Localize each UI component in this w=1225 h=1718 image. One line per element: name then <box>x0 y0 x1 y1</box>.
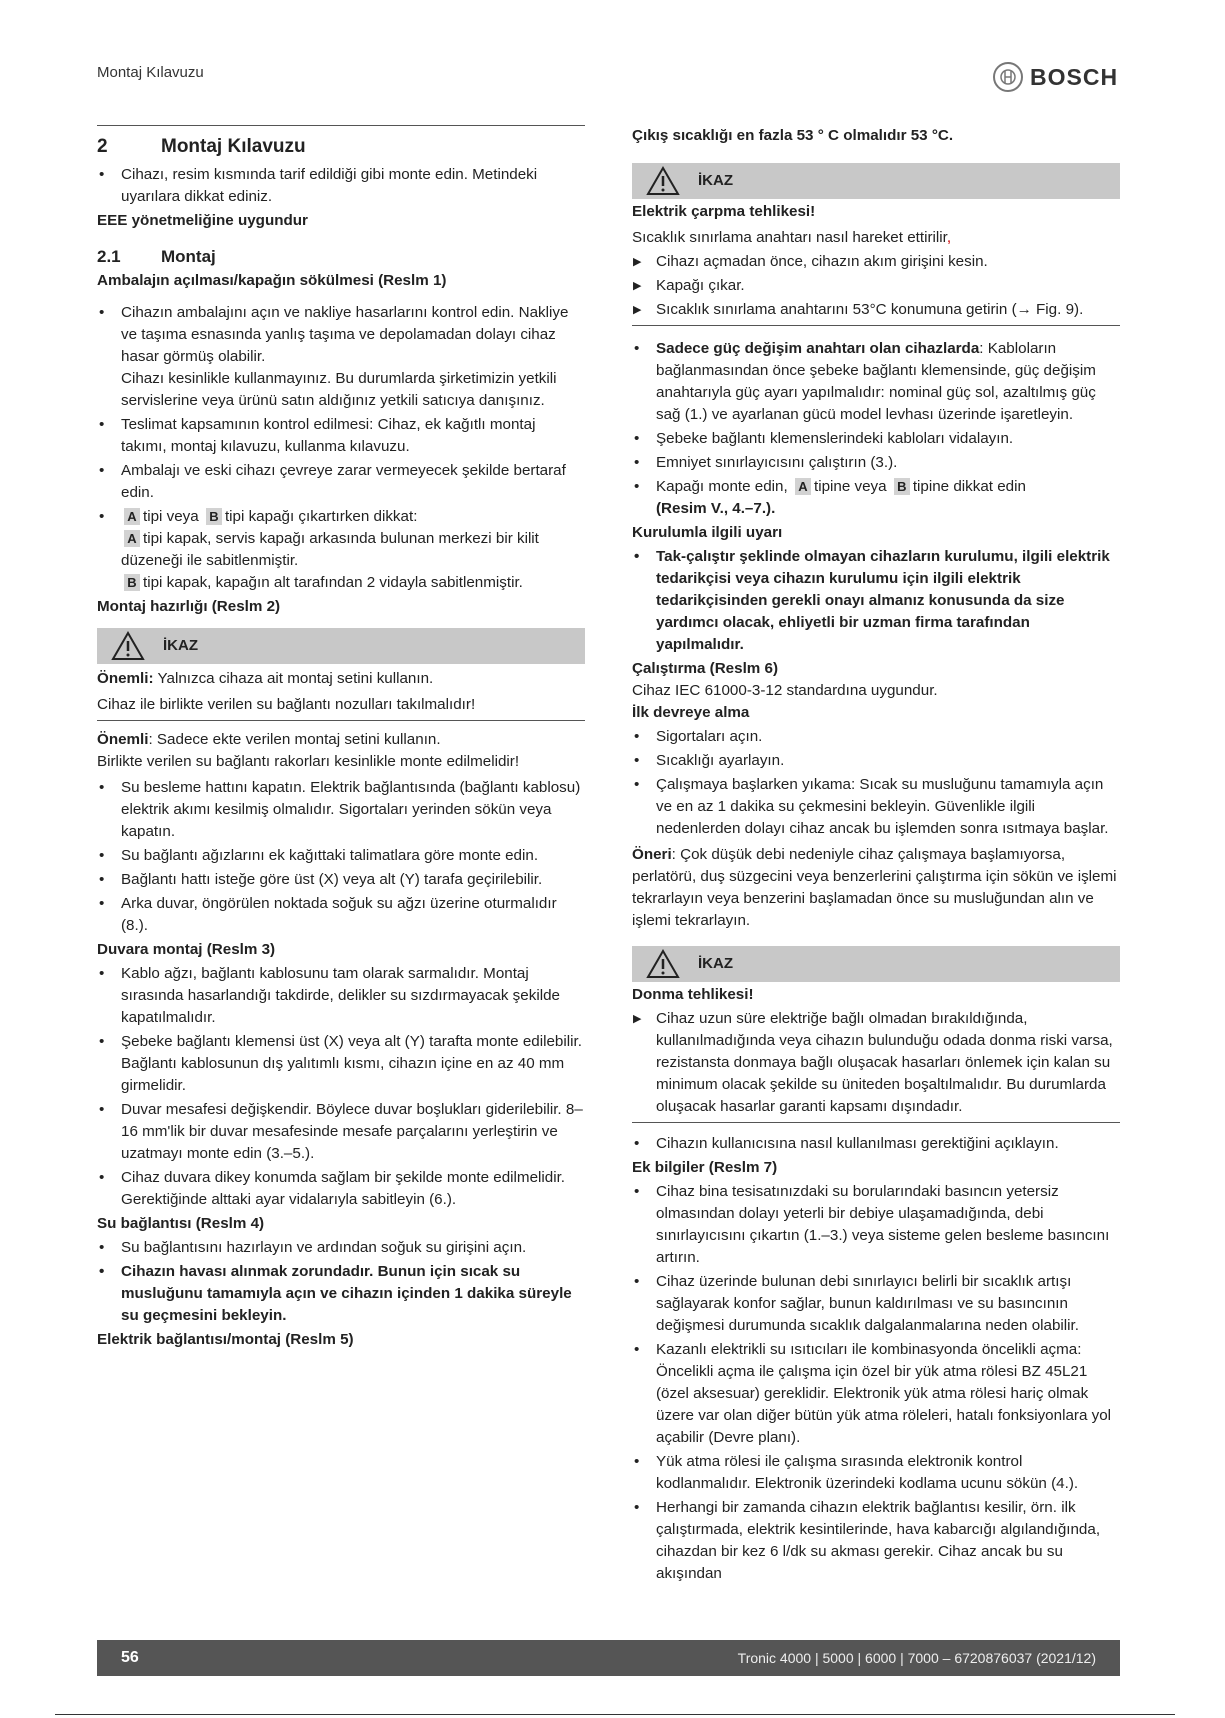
item-text: Sıcaklık sınırlama anahtarı nasıl hareket ettirilir <box>632 229 947 246</box>
type-b-badge: B <box>206 508 222 525</box>
subsection-number: 2.1 <box>97 247 121 266</box>
item-text: (Resim V., 4.–7.). <box>656 500 776 517</box>
bold-label: Öneri <box>632 846 672 863</box>
item-text: tipi kapak, kapağın alt tarafından 2 vidayla sabitlenmiştir. <box>143 574 523 591</box>
list-item: • Teslimat kapsamının kontrol edilmesi: Cihaz, ek kağıtlı montaj takımı, montaj kılavuzu, kullanma kılavuzu. <box>97 414 585 458</box>
subsection-title: Montaj <box>161 247 216 266</box>
list-item: • Su bağlantı ağızlarını ek kağıttaki talimatlara göre monte edin. <box>97 845 585 867</box>
brand-wordmark: BOSCH <box>1030 63 1119 90</box>
heading-kurulum: Kurulumla ilgili uyarı <box>632 524 783 541</box>
section-number: 2 <box>97 136 108 157</box>
item-text: : Kabloların bağlanmasından önce şebeke bağlantı klemensinde, güç değişim anahtarıyla güç ayarı yapılmalıdır: nominal güç sol, azaltılmış güç sağ (1.) ve ayarlanan gücü model levhası üzerinde işaretleyin. <box>656 340 1096 423</box>
bosch-armature-icon <box>993 62 1023 92</box>
right-column <box>632 125 1120 1587</box>
note-text: Birlikte verilen su bağlantı rakorları kesinlikle monte edilmelidir! <box>97 753 520 770</box>
eee-note: EEE yönetmeliğine uygundur <box>97 212 308 229</box>
list-item: • Su besleme hattını kapatın. Elektrik bağlantısında (bağlantı kablosu) elektrik akımı kesilmiş olmalıdır. Sigortaları yerinden sökün veya kapatın. <box>97 777 585 843</box>
list-item: • Herhangi bir zamanda cihazın elektrik bağlantısı kesilir, örn. ilk çalıştırmada, elektrik kesintilerinde, hava kabarcığı algılandığında, cihazdan bir kez 6 l/dk su akması gerekir. Cihaz ancak bu su akışından <box>632 1497 1120 1585</box>
step-item: ▶ Cihazı açmadan önce, cihazın akım girişini kesin. <box>632 251 1120 273</box>
warning-label: İKAZ <box>698 955 733 972</box>
list-item: • Cihaz duvara dikey konumda sağlam bir şekilde monte edilmelidir. Gerektiğinde alttaki ayar vidalarıyla sabitleyin (6.). <box>97 1167 585 1211</box>
item-text: tipi kapak, servis kapağı arkasında bulunan merkezi bir kilit düzeneği ile sabitlenmiştir. <box>121 530 539 569</box>
heading-ek: Ek bilgiler (Reslm 7) <box>632 1159 778 1176</box>
footer-doc-id: Tronic 4000 | 5000 | 6000 | 7000 – 6720876037 (2021/12) <box>737 1650 1096 1666</box>
list-item: • Şebeke bağlantı klemenslerindeki kabloları vidalayın. <box>632 428 1120 450</box>
running-header: Montaj Kılavuzu <box>97 64 204 81</box>
list-item: • Ambalajı ve eski cihazı çevreye zarar vermeyecek şekilde bertaraf edin. <box>97 460 585 504</box>
bosch-logo <box>993 62 1118 92</box>
warning-banner <box>632 946 1120 982</box>
page-footer <box>97 1640 1120 1676</box>
list-item: • Şebeke bağlantı klemensi üst (X) veya alt (Y) tarafta monte edilebilir. Bağlantı kablosunun dış yalıtımlı kısmı, cihazın içine en az 40 mm girmelidir. <box>97 1031 585 1097</box>
list-item <box>632 476 1120 520</box>
type-b-badge: B <box>894 478 910 495</box>
bold-label: Sadece güç değişim anahtarı olan cihazlarda <box>656 340 980 357</box>
item-text: tipi kapağı çıkartırken dikkat: <box>224 508 418 525</box>
item-text: : Çok düşük debi nedeniyle cihaz çalışmaya başlamıyorsa, perlatörü, duş süzgecini veya benzerlerini çalıştırma için sökün ve işlemi tekrarlayın veya benzerini başlamadan önce su musluğundan alın ve işlemi tekrarlayın. <box>632 846 1117 929</box>
list-item: • Cihazın havası alınmak zorundadır. Bunun için sıcak su musluğunu tamamıyla açın ve cihazın içinden 1 dakika süreyle su geçmesini bekleyin. <box>97 1261 585 1327</box>
divider <box>97 125 585 126</box>
warning-triangle-icon <box>111 631 145 661</box>
bottom-edge-line <box>55 1714 1175 1715</box>
warning-intro <box>632 227 1120 249</box>
item-text: Cihazı kesinlikle kullanmayınız. Bu durumlarda şirketimizin yetkili servislerine veya ürünü satın aldığınız yetkili satıcıya danışınız. <box>121 370 557 409</box>
list-item: • Arka duvar, öngörülen noktada soğuk su ağzı üzerine oturmalıdır (8.). <box>97 893 585 937</box>
heading-ilk: İlk devreye alma <box>632 704 750 721</box>
list-item: • Bağlantı hattı isteğe göre üst (X) veya alt (Y) tarafa geçirilebilir. <box>97 869 585 891</box>
warning-triangle-icon <box>646 949 680 979</box>
heading-calistirma: Çalıştırma (Reslm 6) <box>632 660 779 677</box>
item-text: , <box>946 229 952 246</box>
item-text: tipi veya <box>143 508 199 525</box>
list-item: • Sıcaklığı ayarlayın. <box>632 750 1120 772</box>
item-text: tipine dikkat edin <box>912 478 1026 495</box>
warning-banner <box>632 163 1120 199</box>
item-text: tipine veya <box>813 478 887 495</box>
bold-label: Önemli <box>97 731 149 748</box>
warning-label: İKAZ <box>163 637 198 654</box>
outlet-temp-note: Çıkış sıcaklığı en fazla 53 ° C olmalıdır 53 °C. <box>632 127 954 144</box>
list-item <box>632 338 1120 426</box>
warning-text: Cihaz ile birlikte verilen su bağlantı nozulları takılmalıdır! <box>97 696 476 713</box>
list-item: • Cihazı, resim kısmında tarif edildiği gibi monte edin. Metindeki uyarılara dikkat ediniz. <box>97 164 585 208</box>
step-item: ▶ Cihaz uzun süre elektriğe bağlı olmadan bırakıldığında, kullanılmadığında veya cihazın bulunduğu odada donma riski varsa, rezistansta donmaya bağlı oluşacak hasarları önlemek için kalan su minimum olacak şekilde su üniteden boşaltılmalıdır. Bu durumlarda oluşacak hasarlar garanti kapsamı dışındadır. <box>632 1008 1120 1118</box>
list-item: • Kazanlı elektrikli su ısıtıcıları ile kombinasyonda öncelikli açma: Öncelikli açma ile çalışma için özel bir yük atma rölesi BZ 45L21 (özel aksesuar) gereklidir. Elektronik yük atma rölesi hariç olmak üzere var olan diğer bütün yük atma röleleri, hatalı fonksiyonlara yol açabilir (Devre planı). <box>632 1339 1120 1449</box>
section-title: Montaj Kılavuzu <box>161 136 306 157</box>
warning-heading: Elektrik çarpma tehlikesi! <box>632 203 816 220</box>
warning-banner <box>97 628 585 664</box>
list-item: • Cihaz bina tesisatınızdaki su borularındaki basıncın yetersiz olmasından dolayı yeterli bir debiye ulaşamadığında, debi sınırlayıcısını çıkartın (1.–3.) veya sisteme gelen besleme basıncını artırın. <box>632 1181 1120 1269</box>
warning-triangle-icon <box>646 166 680 196</box>
step-item: ▶ Sıcaklık sınırlama anahtarını 53°C konumuna getirin (→ Fig. 9). <box>632 299 1120 321</box>
list-item: • Kablo ağzı, bağlantı kablosunu tam olarak sarmalıdır. Montaj sırasında hasarlandığı takdirde, delikler su sızdırmayacak şekilde kapatılmalıdır. <box>97 963 585 1029</box>
page-number: 56 <box>121 1649 139 1666</box>
warning-heading: Donma tehlikesi! <box>632 986 754 1003</box>
divider <box>632 1122 1120 1123</box>
type-b-badge: B <box>124 574 140 591</box>
item-text: : Sadece ekte verilen montaj setini kullanın. <box>148 731 441 748</box>
heading-duvar: Duvara montaj (Reslm 3) <box>97 941 276 958</box>
item-text: Kapağı monte edin, <box>656 478 788 495</box>
step-item: ▶ Kapağı çıkar. <box>632 275 1120 297</box>
subsection-heading <box>97 246 585 268</box>
left-column <box>97 125 585 1351</box>
type-a-badge: A <box>124 508 140 525</box>
heading-ambalaj: Ambalajın açılması/kapağın sökülmesi (Reslm 1) <box>97 272 447 289</box>
list-item: • Tak-çalıştır şeklinde olmayan cihazların kurulumu, ilgili elektrik tedarikçisi veya cihazın kurulumu için ilgili elektrik tedarikçisinden gerekli onayı almanız konusunda da size yardımcı olacak, ehliyetli bir uzman firma tarafından yapılmalıdır. <box>632 546 1120 656</box>
standard-note: Cihaz IEC 61000-3-12 standardına uygundur. <box>632 682 938 699</box>
list-item: • Cihaz üzerinde bulunan debi sınırlayıcı belirli bir sıcaklık artışı sağlayarak konfor sağlar, bunun kaldırılması ve su basıncının değişmesi durumunda sıcaklık dalgalanmalarına neden olabilir. <box>632 1271 1120 1337</box>
list-item: • Emniyet sınırlayıcısını çalıştırın (3.). <box>632 452 1120 474</box>
list-item: • Çalışmaya başlarken yıkama: Sıcak su musluğunu tamamıyla açın ve en az 1 dakika su çekmesini bekleyin. Güvenlikle ilgili nedenlerden dolayı cihaz ancak bu işlemden sonra ısıtmaya başlar. <box>632 774 1120 840</box>
note-text <box>97 729 585 751</box>
warning-text <box>97 668 585 690</box>
heading-su: Su bağlantısı (Reslm 4) <box>97 1215 265 1232</box>
item-text: Yalnızca cihaza ait montaj setini kullanın. <box>157 670 434 687</box>
recommendation <box>632 844 1120 932</box>
bold-label: Önemli: <box>97 670 154 687</box>
type-a-badge: A <box>795 478 811 495</box>
list-item: • Yük atma rölesi ile çalışma sırasında elektronik kontrol kodlanmalıdır. Elektronik üzerindeki kodlama ucunu sökün (4.). <box>632 1451 1120 1495</box>
divider <box>632 325 1120 326</box>
list-item: • Sigortaları açın. <box>632 726 1120 748</box>
heading-elektrik: Elektrik bağlantısı/montaj (Reslm 5) <box>97 1331 354 1348</box>
warning-label: İKAZ <box>698 172 733 189</box>
list-item <box>97 302 585 412</box>
list-item <box>97 506 585 594</box>
type-a-badge: A <box>124 530 140 547</box>
list-item: • Su bağlantısını hazırlayın ve ardından soğuk su girişini açın. <box>97 1237 585 1259</box>
list-item: • Cihazın kullanıcısına nasıl kullanılması gerektiğini açıklayın. <box>632 1133 1120 1155</box>
list-item: • Duvar mesafesi değişkendir. Böylece duvar boşlukları giderilebilir. 8–16 mm'lik bir duvar mesafesinde mesafe parçalarını yerleştirin ve uzatmayı monte edin (3.–5.). <box>97 1099 585 1165</box>
heading-hazirlik: Montaj hazırlığı (Reslm 2) <box>97 598 281 615</box>
item-text: Cihazın ambalajını açın ve nakliye hasarlarını kontrol edin. Nakliye ve taşıma esnasında yanlış taşıma ve depolamadan dolayı cihaz hasar görmüş olabilir. <box>121 304 569 365</box>
section-heading <box>97 136 585 158</box>
